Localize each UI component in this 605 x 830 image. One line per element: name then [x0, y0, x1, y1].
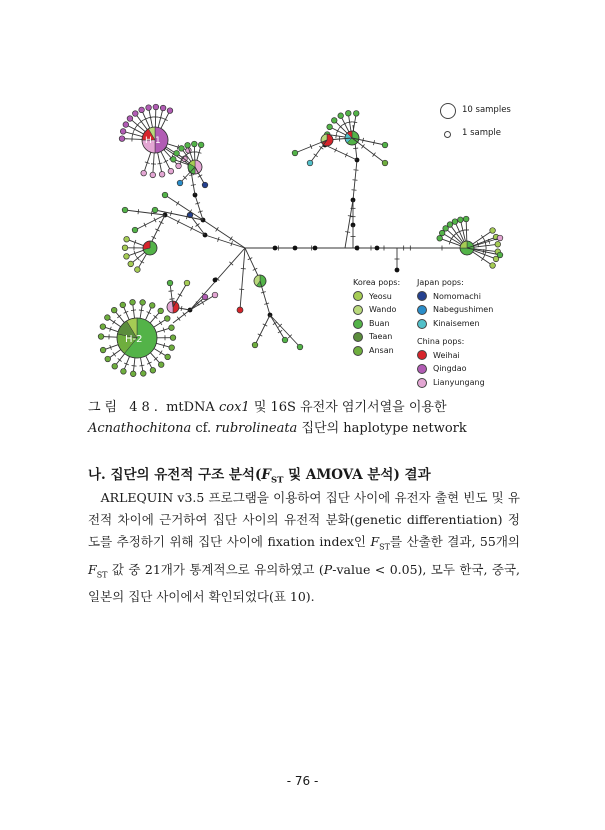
haplotype-node: [179, 146, 185, 152]
mutation-tick: [352, 122, 357, 123]
haplotype-node: [149, 303, 155, 309]
haplotype-node: [437, 235, 443, 241]
mutation-tick: [362, 138, 363, 143]
legend-item-kinaisemen: [417, 317, 493, 331]
network-edge: [195, 195, 203, 220]
mutation-tick: [139, 120, 143, 123]
haplotype-node: [307, 160, 313, 166]
mutation-tick: [183, 312, 186, 316]
legend-korea: [353, 276, 400, 358]
body-p-value: P: [323, 561, 333, 577]
haplotype-node: [160, 105, 166, 111]
haplotype-node: [167, 280, 173, 286]
haplotype-node: [327, 124, 333, 130]
section-heading: [88, 463, 431, 486]
haplotype-node: [382, 160, 388, 166]
haplotype-node: [184, 280, 190, 286]
haplotype-node: [170, 335, 176, 341]
haplotype-node: [120, 302, 126, 308]
haplotype-node: [164, 316, 170, 322]
haplotype-node: [174, 150, 180, 156]
network-edge: [260, 281, 270, 315]
mutation-tick: [186, 214, 187, 219]
legend-swatch: [417, 350, 427, 360]
haplotype-node: [382, 142, 388, 148]
mutation-tick: [159, 321, 162, 325]
legend-label: Lianyungang: [433, 377, 485, 387]
legend-item-yeosu: [353, 290, 400, 304]
mutation-tick: [481, 235, 484, 239]
mutation-tick: [113, 352, 116, 356]
haplotype-node: [202, 182, 208, 188]
caption-species: Acnathochitona: [88, 421, 192, 436]
legend-item-weihai: [417, 349, 485, 363]
haplotype-node: [119, 136, 125, 142]
haplotype-node: [124, 254, 130, 260]
legend-label: Buan: [369, 318, 390, 328]
haplotype-node: [463, 216, 469, 222]
haplotype-node: [212, 292, 218, 298]
mutation-tick: [181, 306, 182, 311]
size-legend: [440, 103, 530, 143]
haplotype-node: [192, 141, 198, 147]
legend-swatch: [353, 332, 363, 342]
legend-item-taean: [353, 330, 400, 344]
mutation-tick: [113, 320, 116, 324]
body-paragraph: [88, 487, 520, 608]
haplotype-node: [105, 315, 111, 321]
haplotype-node: [169, 325, 175, 331]
mutation-tick: [170, 211, 171, 216]
network-edge: [205, 235, 245, 248]
mutation-tick: [191, 185, 196, 186]
section-fst: F: [261, 467, 271, 483]
haplotype-node: [139, 107, 145, 113]
mutation-tick: [151, 211, 152, 216]
haplotype-node: [165, 354, 171, 360]
haplotype-node: [458, 217, 464, 223]
mutation-tick: [373, 140, 374, 145]
haplotype-node: [202, 294, 208, 300]
legend-swatch: [417, 291, 427, 301]
haplotype-node: [124, 236, 130, 242]
legend-item-lianyungang: [417, 376, 485, 390]
mutation-tick: [361, 144, 364, 148]
haplotype-hub-center-top-slice: [195, 160, 202, 174]
mutation-tick: [184, 153, 188, 156]
legend-swatch: [417, 364, 427, 374]
body-text-1: ARLEQUIN v3.5 프로그램을 이용하여 집단 사이에 유전자 출현 빈도 및 유전적 차이에 근거하여 집단 사이의 유전적 분화(genetic differentiation) 정도를 추정하기 위해 집단 사이에 fixation index인: [88, 490, 520, 549]
haplotype-node: [121, 369, 127, 375]
size-legend-large-circle: [440, 103, 456, 119]
haplotype-node: [490, 263, 496, 269]
network-edge: [240, 248, 245, 310]
haplotype-node: [345, 110, 351, 116]
haplotype-node: [130, 299, 136, 305]
size-legend-large-label: 10 samples: [462, 105, 511, 115]
haplotype-node: [353, 111, 359, 117]
haplotype-node: [140, 371, 146, 377]
caption-text-3: 집단의 haplotype network: [301, 421, 467, 436]
size-legend-small-circle: [444, 131, 451, 138]
mutation-tick: [170, 299, 175, 300]
hub-label-h2: H-2: [125, 334, 143, 345]
haplotype-node: [122, 245, 128, 251]
size-legend-small-label: 1 sample: [462, 128, 502, 138]
haplotype-node: [132, 111, 138, 117]
mutation-tick: [160, 351, 163, 355]
body-text-2: 를 산출한 결과, 55개의: [390, 534, 520, 549]
legend-label: Taean: [369, 332, 393, 342]
haplotype-node: [146, 105, 152, 111]
haplotype-node: [497, 235, 503, 241]
haplotype-node: [100, 347, 106, 353]
caption-cf: cf.: [195, 421, 212, 436]
legend-item-nabegushimen: [417, 303, 493, 317]
haplotype-node: [98, 334, 104, 340]
haplotype-node: [111, 307, 117, 313]
median-vector: [395, 268, 400, 273]
mutation-tick: [216, 227, 219, 231]
mutation-tick: [347, 122, 352, 123]
legend-swatch: [417, 305, 427, 315]
haplotype-node: [150, 172, 156, 178]
haplotype-node: [171, 156, 177, 162]
haplotype-node: [331, 118, 337, 124]
haplotype-node: [237, 307, 243, 313]
haplotype-node: [128, 261, 134, 267]
haplotype-node: [120, 129, 126, 135]
caption-species-2: rubrolineata: [215, 421, 298, 436]
haplotype-node: [158, 308, 164, 314]
caption-label: 그림 48.: [88, 400, 162, 415]
network-edge: [325, 145, 357, 160]
haplotype-node: [123, 122, 129, 128]
haplotype-node: [198, 142, 204, 148]
caption-text-1: mtDNA: [166, 400, 215, 415]
haplotype-node: [452, 219, 458, 225]
legend-item-nomomachi: [417, 290, 493, 304]
legend-item-ansan: [353, 344, 400, 358]
mutation-tick: [353, 148, 358, 149]
haplotype-node: [140, 300, 146, 306]
mutation-tick: [148, 117, 153, 118]
mutation-tick: [177, 317, 180, 321]
mutation-tick: [345, 232, 350, 233]
haplotype-node: [100, 324, 106, 330]
legend-label: Yeosu: [369, 291, 392, 301]
legend-japan: [417, 276, 493, 330]
mutation-tick: [132, 366, 137, 367]
haplotype-node: [252, 342, 258, 348]
mutation-tick: [372, 153, 375, 157]
haplotype-node: [158, 362, 164, 368]
haplotype-node: [447, 222, 453, 228]
mutation-tick: [169, 291, 174, 292]
network-edge: [255, 315, 270, 345]
haplotype-node: [167, 108, 173, 114]
mutation-tick: [278, 330, 282, 333]
legend-swatch: [353, 346, 363, 356]
haplotype-node: [150, 368, 156, 374]
section-title-a: 나. 집단의 유전적 구조 분석(: [88, 467, 262, 483]
caption-text-2: 및 16S 유전자 염기서열을 이용한: [253, 400, 447, 415]
legend-label: Wando: [369, 305, 397, 315]
mutation-tick: [138, 209, 139, 214]
median-vector: [273, 246, 278, 251]
median-vector: [313, 246, 318, 251]
haplotype-node: [297, 344, 303, 350]
haplotype-node: [159, 171, 165, 177]
network-edge: [203, 220, 245, 248]
haplotype-node: [105, 356, 111, 362]
mutation-tick: [157, 163, 162, 164]
body-text-3: 값 중 21개가 통계적으로 유의하였고 (: [107, 561, 324, 577]
body-fst-2: F: [88, 561, 97, 577]
haplotype-node: [130, 371, 136, 377]
haplotype-node: [490, 228, 496, 234]
legend-swatch: [417, 319, 427, 329]
legend-swatch: [353, 291, 363, 301]
haplotype-node: [292, 150, 298, 156]
haplotype-node: [162, 192, 168, 198]
legend-china-header: China pops:: [417, 337, 465, 346]
mutation-tick: [486, 243, 487, 248]
caption-gene: cox1: [218, 400, 250, 415]
haplotype-node: [141, 170, 147, 176]
mutation-tick: [196, 224, 200, 227]
mutation-tick: [176, 201, 179, 205]
haplotype-node: [135, 267, 141, 273]
legend-label: Kinaisemen: [433, 318, 480, 328]
haplotype-network-figure: [95, 85, 515, 390]
hub-label-h1: H-1: [145, 136, 161, 146]
mutation-tick: [314, 154, 318, 157]
haplotype-node: [127, 116, 133, 122]
median-vector: [355, 246, 360, 251]
network-edge: [270, 315, 285, 340]
haplotype-node: [185, 142, 191, 148]
mutation-tick: [336, 133, 337, 138]
mutation-tick: [481, 257, 484, 261]
haplotype-node: [112, 363, 118, 369]
legend-label: Ansan: [369, 345, 394, 355]
page-number: - 76 -: [286, 774, 319, 788]
mutation-tick: [189, 175, 194, 176]
legend-swatch: [353, 305, 363, 315]
legend-japan-header: Japan pops:: [417, 278, 464, 287]
legend-china: [417, 335, 485, 389]
mutation-tick: [139, 310, 144, 311]
legend-swatch: [353, 319, 363, 329]
haplotype-node: [152, 207, 158, 213]
legend-label: Nabegushimen: [433, 305, 494, 315]
mutation-tick: [139, 365, 144, 366]
haplotype-node: [132, 227, 138, 233]
haplotype-node: [177, 180, 183, 186]
haplotype-node-mixed-slice: [173, 301, 179, 313]
haplotype-node: [338, 113, 344, 119]
body-fst-sub-2: ST: [96, 570, 108, 579]
legend-label: Qingdao: [433, 364, 467, 374]
figure-caption: [88, 397, 528, 439]
mutation-tick: [319, 146, 323, 149]
mutation-tick: [230, 237, 233, 241]
haplotype-node: [495, 241, 501, 247]
mutation-tick: [201, 300, 204, 304]
legend-label: Weihai: [433, 350, 460, 360]
haplotype-node: [169, 345, 175, 351]
median-vector: [375, 246, 380, 251]
median-vector: [293, 246, 298, 251]
haplotype-node: [497, 252, 503, 258]
legend-label: Nomomachi: [433, 291, 481, 301]
legend-swatch: [417, 378, 427, 388]
mutation-tick: [131, 310, 136, 311]
haplotype-node: [282, 337, 288, 343]
body-text-4: -value < 0.05), 모두 한국, 중국, 일본의 집단 사이에서 확인되었다(표 10).: [88, 561, 520, 604]
network-edge: [165, 215, 205, 235]
median-vector: [213, 278, 218, 283]
haplotype-node: [168, 168, 174, 174]
legend-item-buan: [353, 317, 400, 331]
legend-korea-header: Korea pops:: [353, 278, 401, 287]
legend-item-qingdao: [417, 362, 485, 376]
haplotype-node: [122, 207, 128, 213]
section-title-b: 및 AMOVA 분석) 결과: [283, 467, 431, 483]
section-fst-sub: ST: [270, 475, 284, 486]
body-fst-sub-1: ST: [379, 542, 390, 552]
legend-item-wando: [353, 303, 400, 317]
haplotype-node: [153, 104, 159, 110]
body-fst-1: F: [370, 534, 380, 549]
